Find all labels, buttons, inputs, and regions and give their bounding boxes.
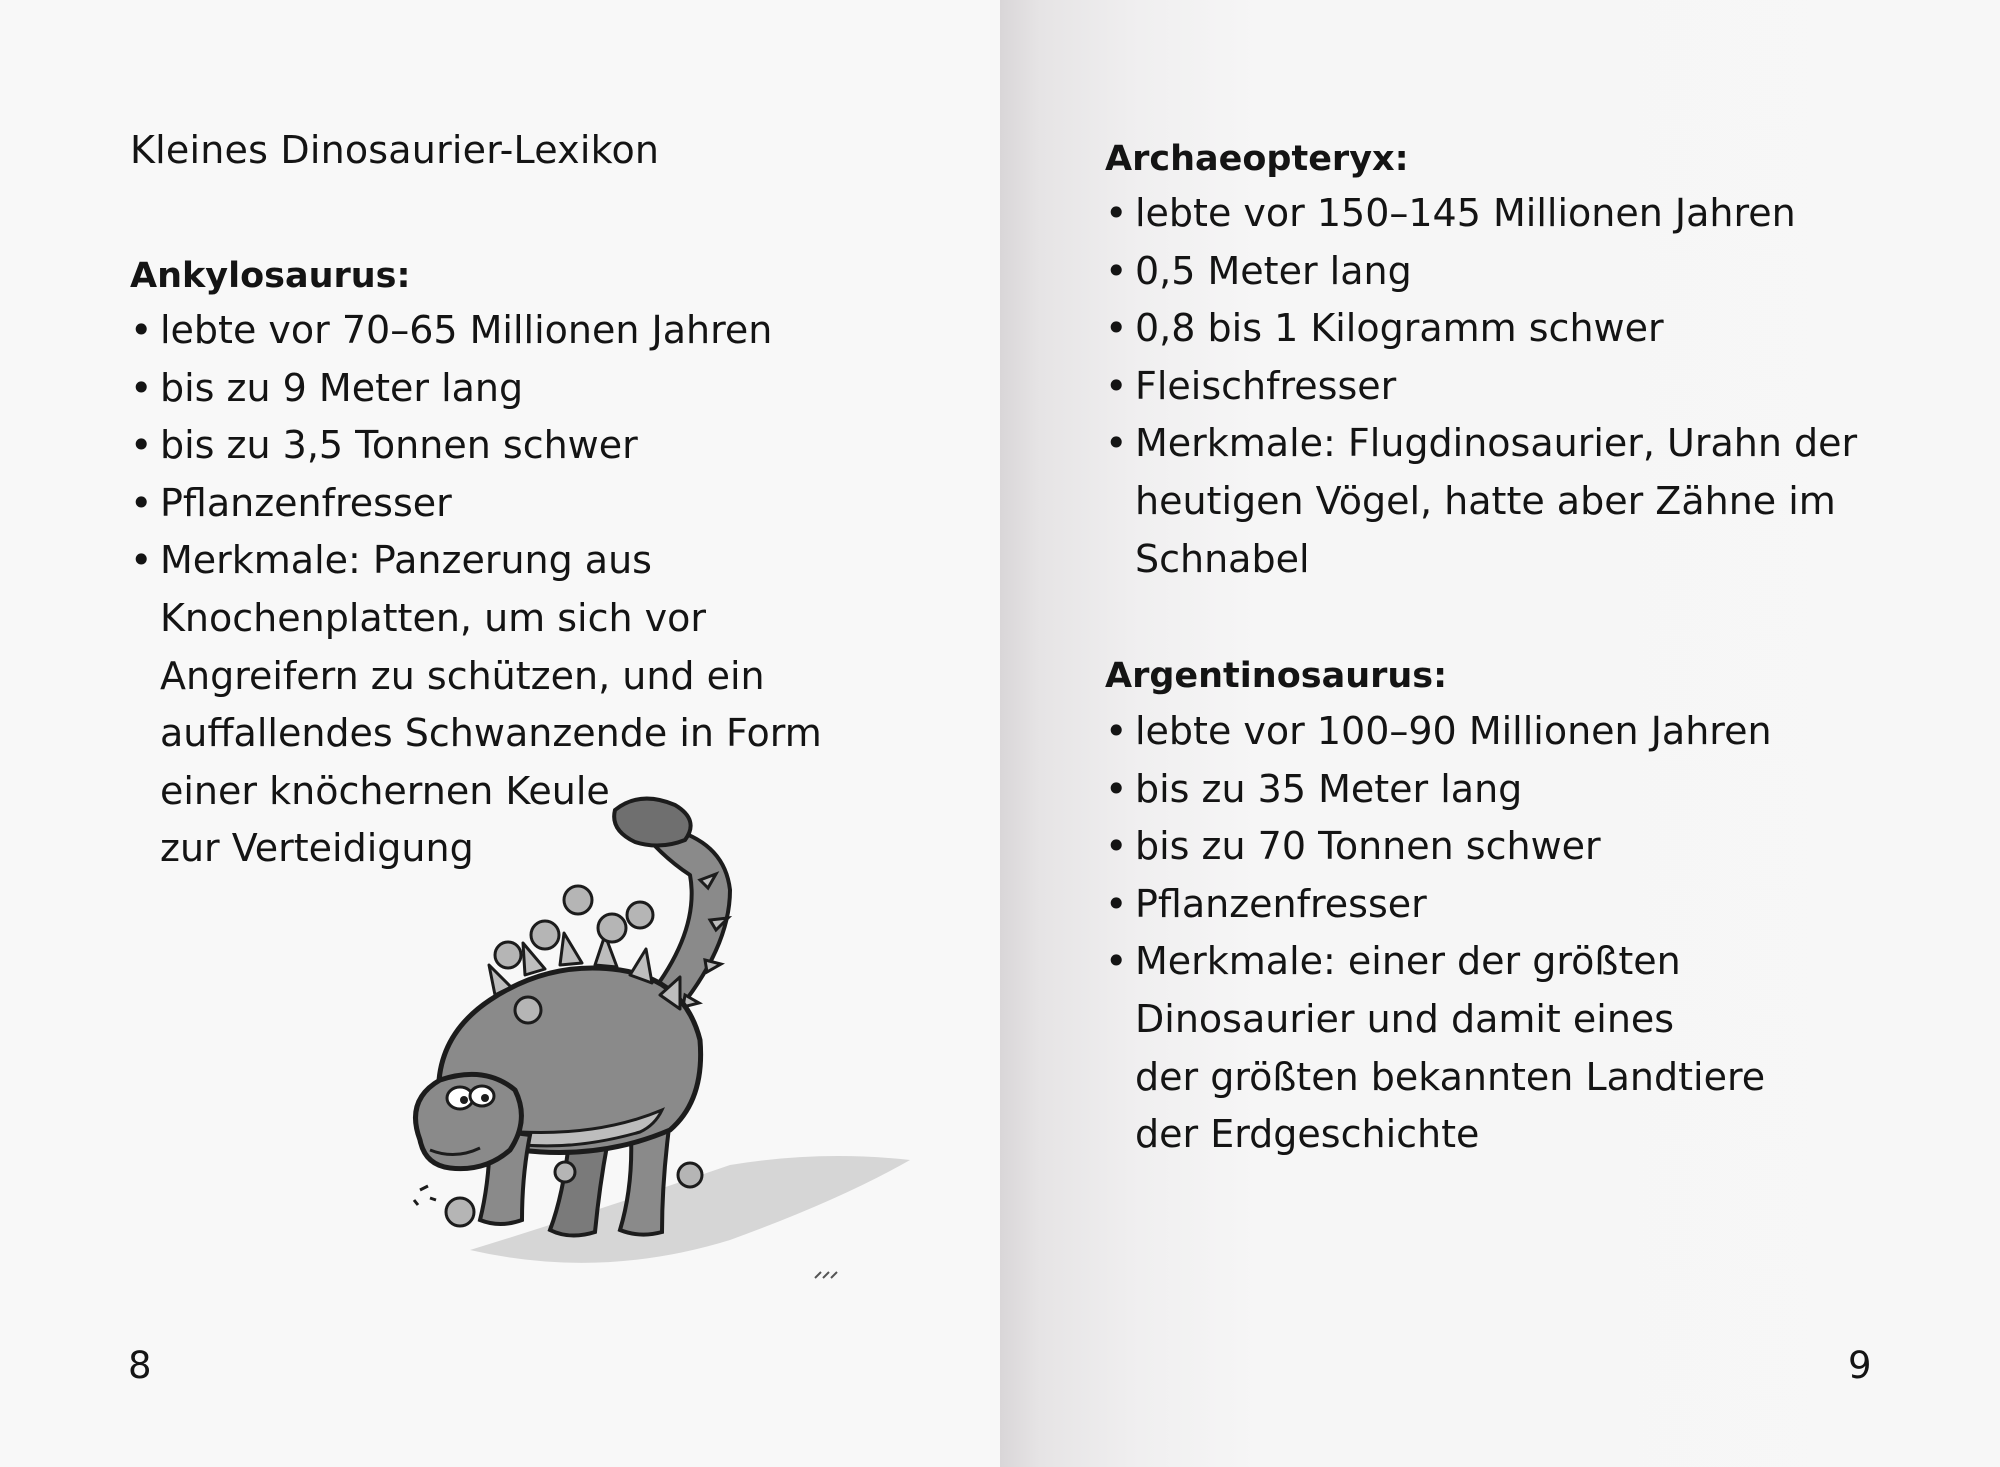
list-item: • Pflanzenfresser — [1105, 876, 1772, 934]
list-item: • lebte vor 70–65 Millionen Jahren — [130, 302, 822, 360]
list-item: • bis zu 3,5 Tonnen schwer — [130, 417, 822, 475]
list-item: • 0,8 bis 1 Kilogramm schwer — [1105, 300, 1857, 358]
page-number-right: 9 — [1848, 1344, 1872, 1387]
list-item: • Merkmale: einer der größten Dinosaurier und damit eines der größten bekannten Landtiere der Erdgeschichte — [1105, 933, 1772, 1163]
list-item: • bis zu 70 Tonnen schwer — [1105, 818, 1772, 876]
argentinosaurus-facts-list — [1105, 703, 1772, 1164]
list-item: • 0,5 Meter lang — [1105, 243, 1857, 301]
list-item: • Fleischfresser — [1105, 358, 1857, 416]
list-item: • bis zu 35 Meter lang — [1105, 761, 1772, 819]
list-item: • Merkmale: Panzerung aus Knochenplatten, um sich vor Angreifern zu schützen, und ein auffallendes Schwanzende in Form einer knöchernen Keule zur Verteidigung — [130, 532, 822, 878]
list-item: • lebte vor 100–90 Millionen Jahren — [1105, 703, 1772, 761]
list-item: • Merkmale: Flugdinosaurier, Urahn der heutigen Vögel, hatte aber Zähne im Schnabel — [1105, 415, 1857, 588]
list-item: • Pflanzenfresser — [130, 475, 822, 533]
archaeopteryx-facts-list — [1105, 185, 1857, 588]
entry-heading-archaeopteryx: Archaeopteryx: — [1105, 139, 1409, 179]
right-page — [1000, 0, 2000, 1467]
page-title: Kleines Dinosaurier-Lexikon — [130, 128, 660, 172]
list-item: • bis zu 9 Meter lang — [130, 360, 822, 418]
entry-heading-argentinosaurus: Argentinosaurus: — [1105, 656, 1448, 696]
list-item: • lebte vor 150–145 Millionen Jahren — [1105, 185, 1857, 243]
ankylosaurus-illustration-icon — [400, 780, 920, 1300]
entry-heading-ankylosaurus: Ankylosaurus: — [130, 256, 411, 296]
page-number-left: 8 — [128, 1344, 152, 1387]
